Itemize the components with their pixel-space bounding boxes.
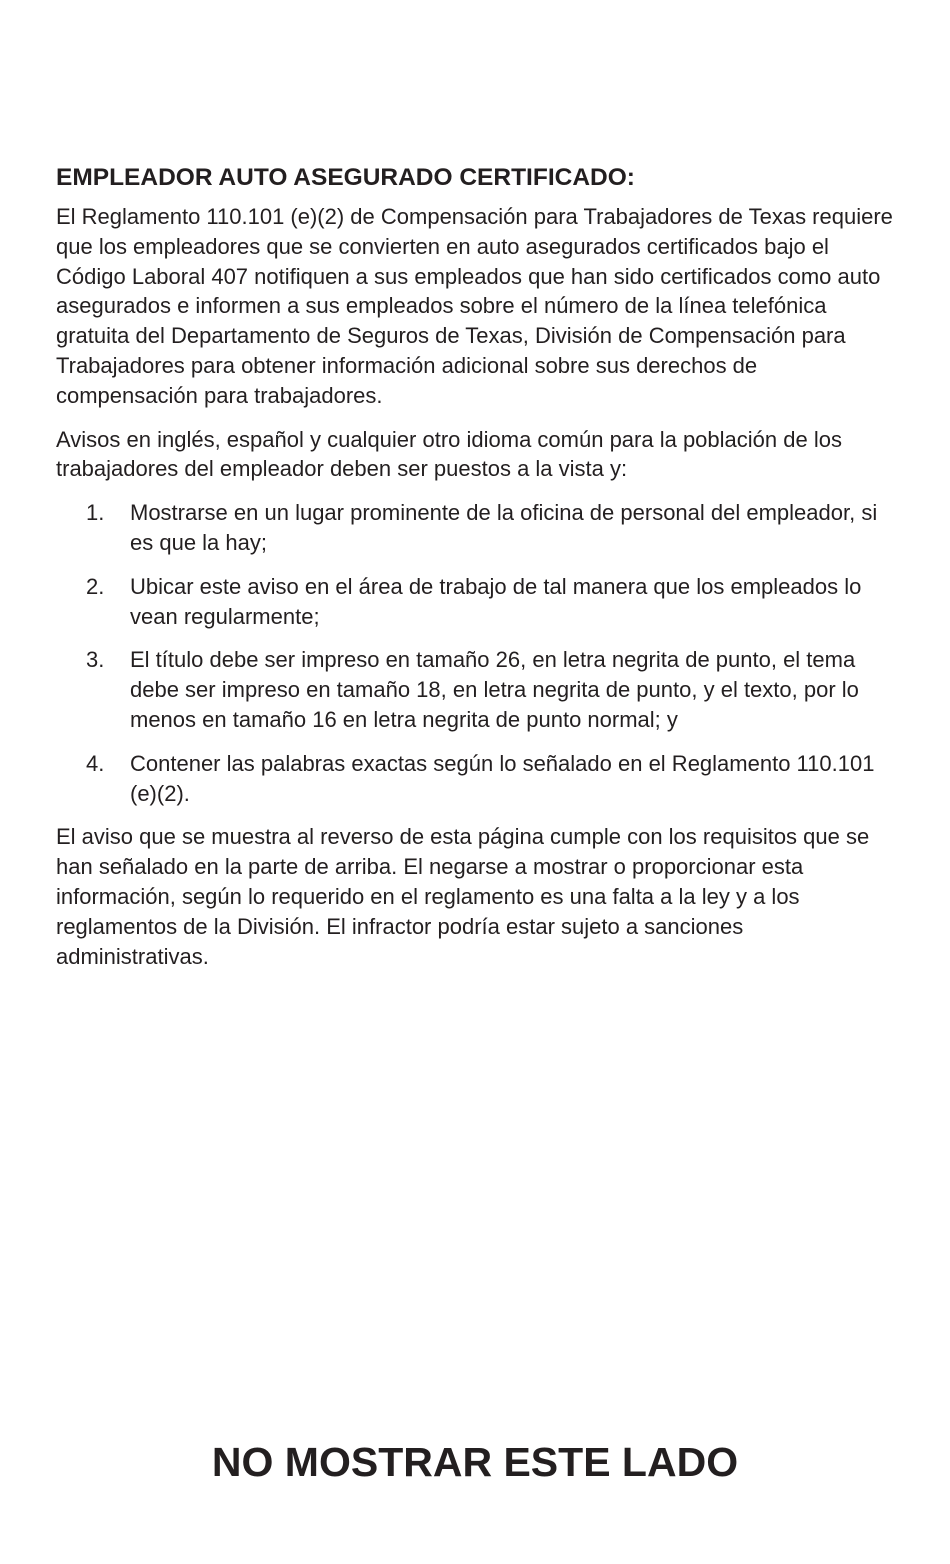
list-item-number: 4.	[86, 750, 105, 776]
list-item-number: 1.	[86, 500, 105, 526]
list-item-text: El título debe ser impreso en tamaño 26, en letra negrita de punto, el tema debe ser impreso en tamaño 18, en letra negrita de punto, y el texto, por lo menos en tamaño 16 en letra negrita de punto normal; y	[130, 647, 859, 732]
intro-paragraph: El Reglamento 110.101 (e)(2) de Compensación para Trabajadores de Texas requiere que los empleadores que se convierten en auto asegurados certificados bajo el Código Laboral 407 notifiquen a sus empleados que han sido certificados como auto asegurados e informen a sus empleados sobre el número de la línea telefónica gratuita del Departamento de Seguros de Texas, División de Compensación para Trabajadores para obtener información adicional sobre sus derechos de compensación para trabajadores.	[56, 204, 893, 408]
list-item-number: 3.	[86, 647, 105, 673]
document-title: EMPLEADOR AUTO ASEGURADO CERTIFICADO:	[56, 164, 635, 191]
list-item-number: 2.	[86, 573, 105, 599]
requirements-list	[56, 498, 901, 808]
closing-paragraph: El aviso que se muestra al reverso de esta página cumple con los requisitos que se han señalado en la parte de arriba. El negarse a mostrar o proporcionar esta información, según lo requerido en el reglamento es una falta a la ley y a los reglamentos de la División. El infractor podría estar sujeto a sanciones administrativas.	[56, 824, 870, 969]
footer-warning: NO MOSTRAR ESTE LADO	[211, 1439, 739, 1485]
list-item-text: Contener las palabras exactas según lo señalado en el Reglamento 110.101 (e)(2).	[130, 750, 875, 806]
document-body	[56, 160, 901, 985]
list-item	[56, 498, 901, 558]
list-item	[56, 572, 901, 632]
list-item-text: Ubicar este aviso en el área de trabajo de tal manera que los empleados lo vean regularmente;	[130, 573, 862, 629]
list-item-text: Mostrarse en un lugar prominente de la oficina de personal del empleador, si es que la hay;	[130, 500, 878, 555]
list-item	[56, 749, 901, 809]
list-item	[56, 645, 901, 734]
notice-paragraph: Avisos en inglés, español y cualquier otro idioma común para la población de los trabajadores del empleador deben ser puestos a la vista y:	[56, 426, 842, 482]
